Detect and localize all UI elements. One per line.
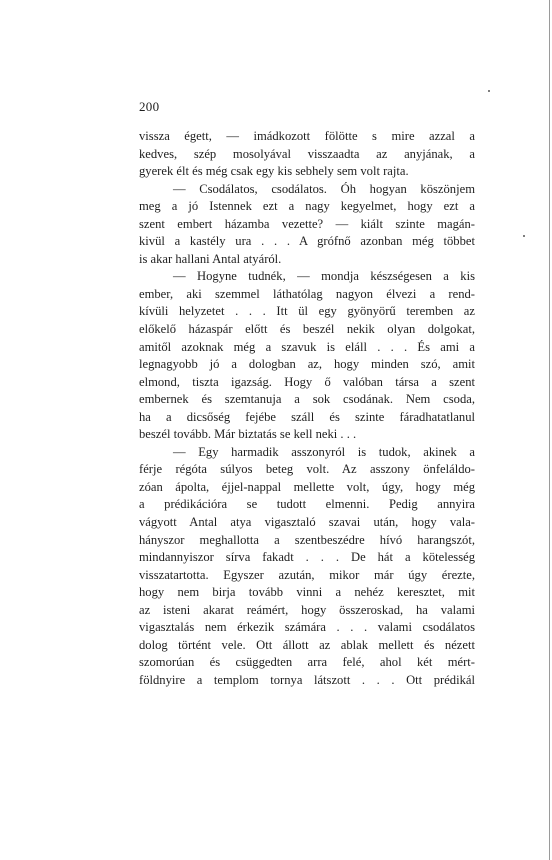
scan-speck [488,90,490,92]
text-line: kívüli helyzetet . . . Itt ül egy gyönyörű teremben az [139,304,475,319]
text-line: ember, aki szemmel láthatólag nagyon élvezi a rend- [139,286,475,301]
text-line: az isteni akarat reámért, hogy összeroskad, ha valami [139,602,475,617]
scan-edge-line [549,0,550,860]
page-number: 200 [139,99,160,114]
text-line: vissza égett, — imádkozott fölötte s mire azzal a [139,129,475,143]
text-line: ha a dicsőség fejébe száll és szinte fáradhatatlanul [139,409,475,424]
text-line: szomorúan és csüggedten arra felé, ahol két mért- [139,655,475,670]
text-line: meg a jó Istennek ezt a nagy kegyelmet, hogy ezt a [139,199,475,214]
text-line: — Csodálatos, csodálatos. Óh hogyan köszönjem [173,181,475,196]
text-line: zóan ápolta, éjjel-nappal mellette volt, úgy, hogy még [139,479,475,494]
text-line: előkelő házaspár előtt és beszél nekik olyan dolgokat, [139,322,475,337]
body-text [139,128,475,690]
text-line: szent embert házamba vezette? — kiált szinte magán- [139,216,475,231]
text-line: földnyire a templom tornya látszott . . . Ott prédikál [139,672,475,687]
text-line: elmond, tiszta igazság. Hogy ő valóban társa a szent [139,374,475,389]
text-line: is akar hallani Antal atyáról. [139,251,282,266]
text-line: dolog történt vele. Ott állott az ablak mellett és nézett [139,637,475,652]
text-line: gyerek élt és még csak egy kis sebhely sem volt rajta. [139,164,409,179]
scan-speck [523,235,525,237]
text-line: férje régóta súlyos beteg volt. Az asszony önfeláldo- [139,462,475,477]
text-line: kivül a kastély ura . . . A grófnő azonban még többet [139,234,475,249]
text-line: — Egy harmadik asszonyról is tudok, akinek a [173,444,475,459]
text-line: a prédikációra se tudott elmenni. Pedig annyira [139,497,475,512]
text-line: beszél tovább. Már biztatás se kell neki . . . [139,427,357,442]
text-line: amitől azoknak még a szavuk is eláll . . . És ami a [139,339,475,354]
text-line: vigasztalás nem érkezik számára . . . valami csodálatos [139,620,475,635]
text-line: hányszor meghallotta a szentbeszédre hívó harangszót, [139,532,475,547]
text-line: legnagyobb jó a dologban az, hogy minden szó, amit [139,357,475,372]
text-line: vágyott Antal atya vigasztaló szavai után, hogy vala- [139,515,475,530]
text-line: hogy nem birja tovább vinni a nehéz keresztet, mit [139,585,475,600]
text-line: mindannyiszor sírva fakadt . . . De hát a kötelesség [139,550,475,565]
text-line: embernek és szemtanuja a sok csodának. Nem csoda, [139,392,475,407]
text-line: kedves, szép mosolyával visszaadta az anyjának, a [139,146,475,161]
text-line: visszatartotta. Egyszer azután, mikor már úgy érezte, [139,567,475,582]
text-line: — Hogyne tudnék, — mondja készségesen a kis [173,269,475,284]
